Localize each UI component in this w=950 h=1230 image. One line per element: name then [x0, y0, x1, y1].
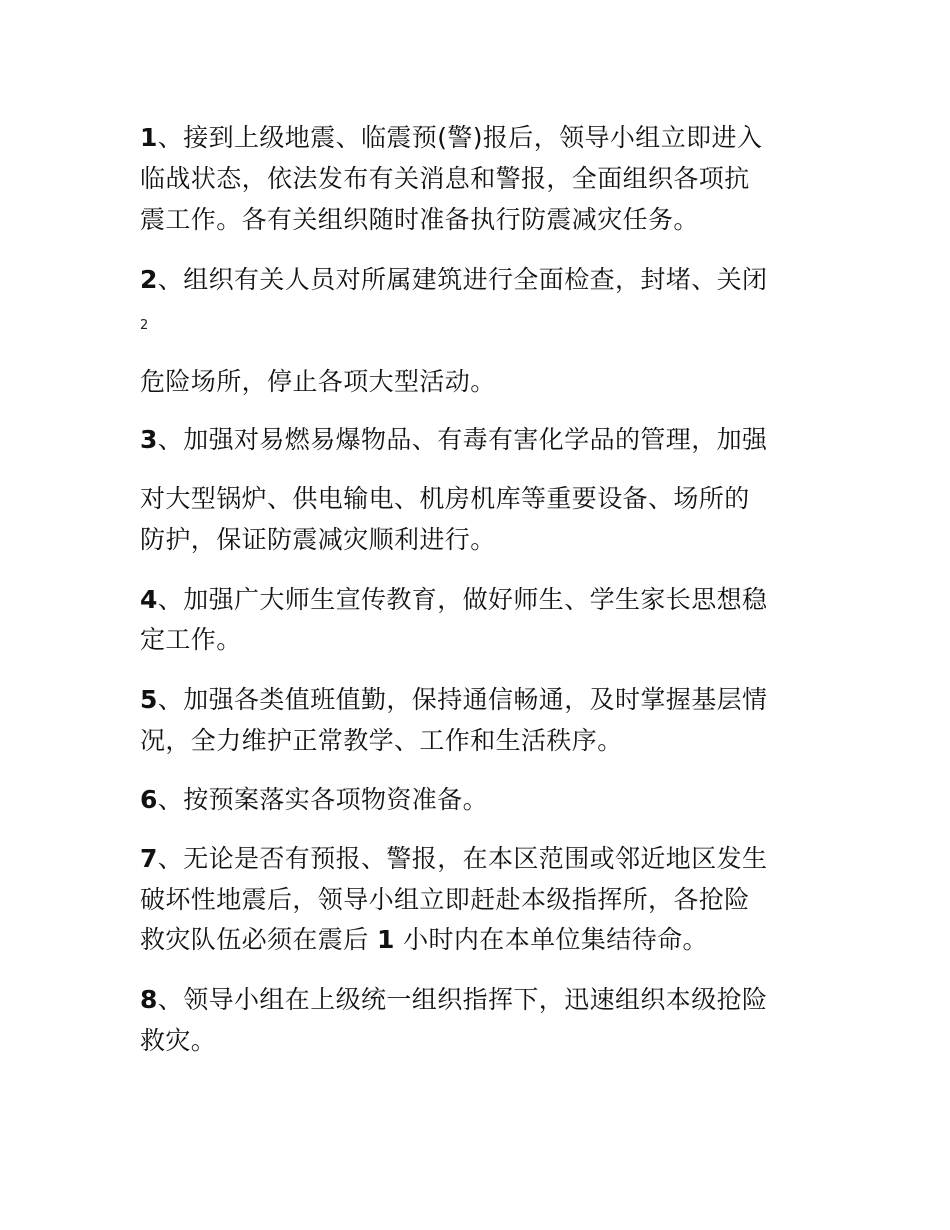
- item-3-line-2: 对大型锅炉、供电输电、机房机库等重要设备、场所的: [140, 484, 750, 513]
- item-6-number: 6: [140, 785, 158, 814]
- item-7-number: 7: [140, 844, 158, 873]
- item-3-line-3: 防护，保证防震减灾顺利进行。: [140, 525, 496, 554]
- item-1-line-2: 临战状态，依法发布有关消息和警报，全面组织各项抗: [140, 164, 750, 193]
- item-7-line-1: 7、无论是否有预报、警报，在本区范围或邻近地区发生: [140, 844, 768, 873]
- item-8-line-1: 8、领导小组在上级统一组织指挥下，迅速组织本级抢险: [140, 985, 768, 1014]
- page-number: 2: [140, 318, 149, 333]
- item-6-line-1: 6、按预案落实各项物资准备。: [140, 785, 488, 814]
- item-5-line-2: 况，全力维护正常教学、工作和生活秩序。: [140, 726, 623, 755]
- item-4-line-2: 定工作。: [140, 625, 242, 654]
- item-1-line-1: 1、接到上级地震、临震预(警)报后，领导小组立即进入: [140, 123, 763, 152]
- item-2-line-2: 危险场所，停止各项大型活动。: [140, 367, 496, 396]
- item-5-number: 5: [140, 685, 158, 714]
- item-1-line-3: 震工作。各有关组织随时准备执行防震减灾任务。: [140, 205, 699, 234]
- item-7-hour-count: 1: [376, 925, 395, 954]
- item-2-number: 2: [140, 265, 158, 294]
- item-7-line-3: 救灾队伍必须在震后 1 小时内在本单位集结待命。: [140, 925, 708, 954]
- item-4-number: 4: [140, 585, 158, 614]
- item-3-number: 3: [140, 425, 158, 454]
- item-4-line-1: 4、加强广大师生宣传教育，做好师生、学生家长思想稳: [140, 585, 768, 614]
- item-8-number: 8: [140, 985, 158, 1014]
- item-2-line-1: 2、组织有关人员对所属建筑进行全面检查，封堵、关闭: [140, 265, 768, 294]
- item-1-number: 1: [140, 123, 158, 152]
- item-3-line-1: 3、加强对易燃易爆物品、有毒有害化学品的管理，加强: [140, 425, 768, 454]
- item-7-line-2: 破坏性地震后，领导小组立即赶赴本级指挥所，各抢险: [140, 885, 750, 914]
- item-8-line-2: 救灾。: [140, 1026, 217, 1055]
- item-5-line-1: 5、加强各类值班值勤，保持通信畅通，及时掌握基层情: [140, 685, 768, 714]
